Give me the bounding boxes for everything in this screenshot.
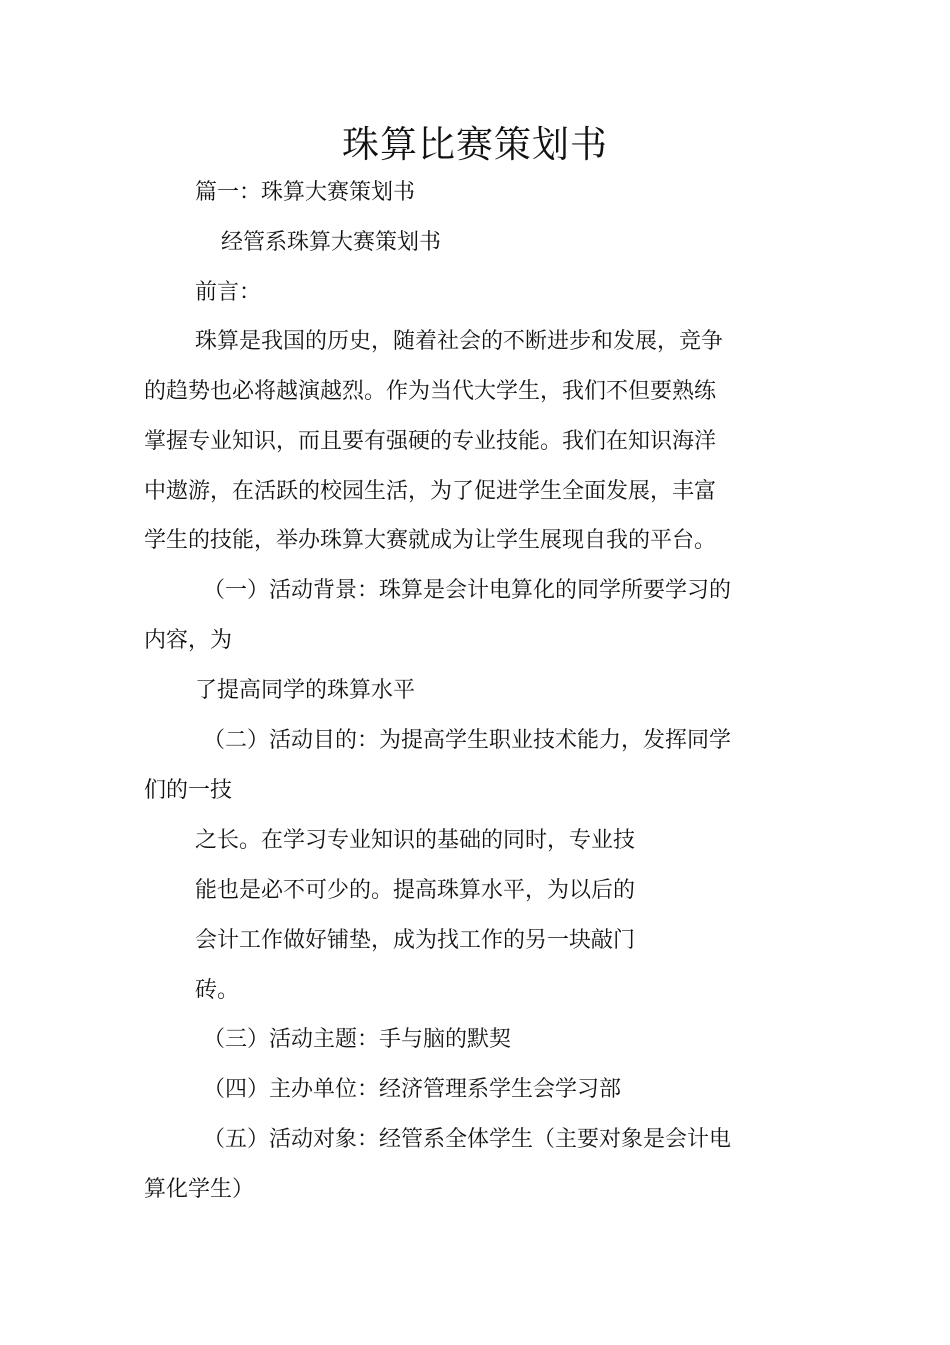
paragraph-line: 之长。在学习专业知识的基础的同时，专业技: [195, 828, 636, 853]
section-heading: 篇一：珠算大赛策划书: [195, 180, 416, 205]
paragraph-line: 们的一技: [144, 778, 233, 803]
preface-label: 前言：: [195, 280, 262, 305]
paragraph-line: 掌握专业知识，而且要有强硬的专业技能。我们在知识海洋: [144, 429, 717, 454]
paragraph-line: （二）活动目的：为提高学生职业技术能力，发挥同学: [203, 728, 732, 753]
paragraph-line: 能也是必不可少的。提高珠算水平，为以后的: [195, 878, 636, 903]
document-title: 珠算比赛策划书: [342, 123, 608, 166]
paragraph-line: 学生的技能，举办珠算大赛就成为让学生展现自我的平台。: [144, 528, 717, 553]
paragraph-line: （四）主办单位：经济管理系学生会学习部: [203, 1077, 622, 1102]
paragraph-line: 算化学生）: [144, 1177, 255, 1202]
sub-title: 经管系珠算大赛策划书: [221, 230, 442, 255]
paragraph-line: （五）活动对象：经管系全体学生（主要对象是会计电: [203, 1127, 732, 1152]
paragraph-line: 内容，为: [144, 628, 233, 653]
paragraph-line: （一）活动背景：珠算是会计电算化的同学所要学习的: [203, 578, 732, 603]
paragraph-line: （三）活动主题：手与脑的默契: [203, 1027, 512, 1052]
paragraph-line: 珠算是我国的历史，随着社会的不断进步和发展，竞争: [195, 329, 724, 354]
paragraph-line: 了提高同学的珠算水平: [195, 678, 416, 703]
paragraph-line: 会计工作做好铺垫，成为找工作的另一块敲门: [195, 928, 636, 953]
paragraph-line: 中遨游，在活跃的校园生活，为了促进学生全面发展，丰富: [144, 479, 717, 504]
paragraph-line: 的趋势也必将越演越烈。作为当代大学生，我们不但要熟练: [144, 379, 717, 404]
paragraph-line: 砖。: [195, 978, 240, 1003]
